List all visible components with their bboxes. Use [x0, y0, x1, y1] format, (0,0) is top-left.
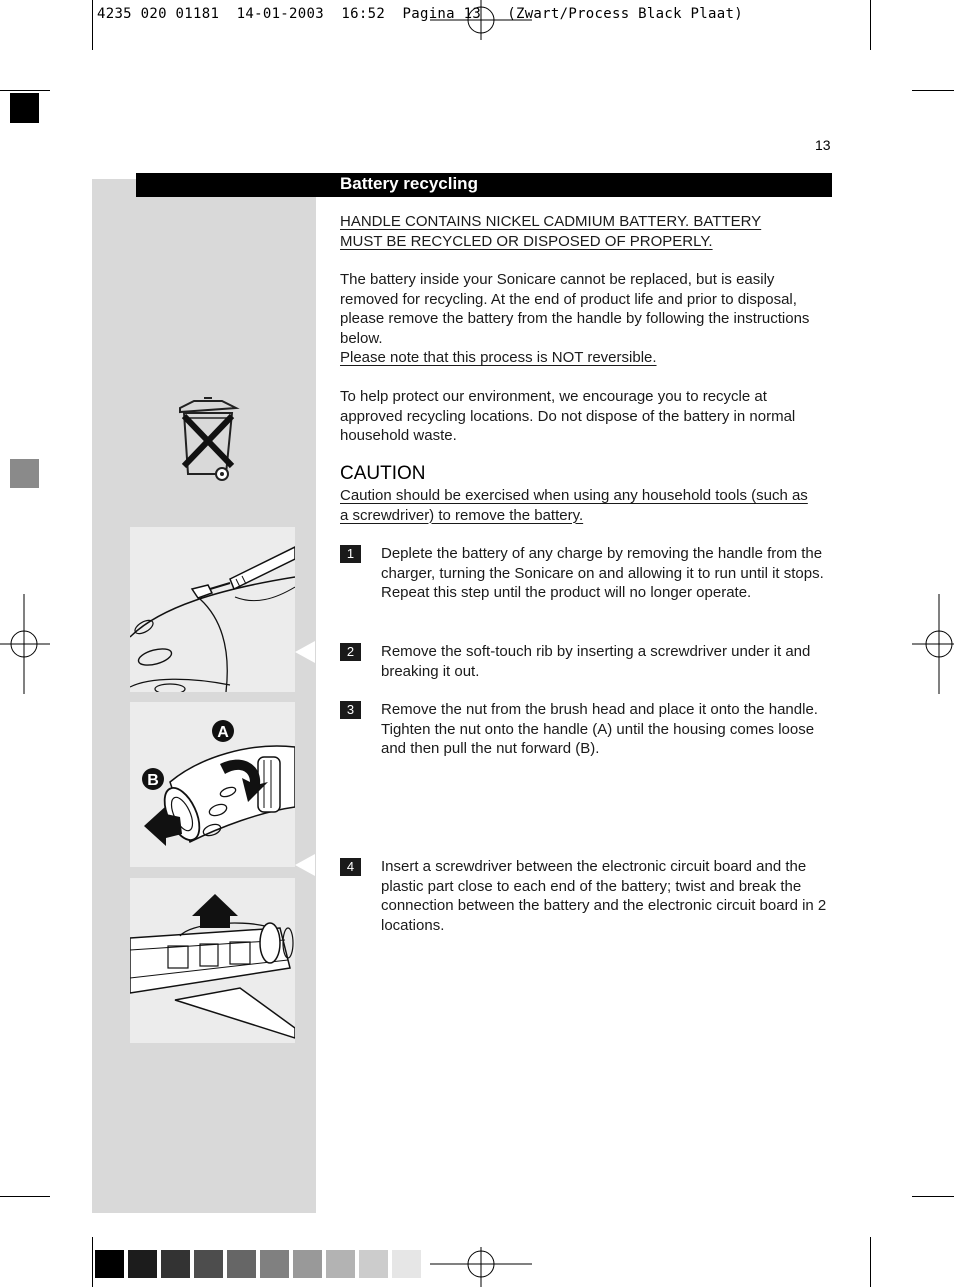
illustration-pointer: [295, 854, 315, 876]
step-number: 3: [340, 701, 361, 719]
color-strip-swatch: [392, 1250, 421, 1278]
registration-mark-bottom: [430, 1247, 532, 1287]
step-text: Deplete the battery of any charge by removing the handle from the charger, turning the Sonicare on and allowing it to run until it stops. Repeat this step until the product will no longer operate.: [381, 545, 824, 601]
color-strip-swatch: [326, 1250, 355, 1278]
section-heading-bar: [136, 173, 832, 197]
step-number: 4: [340, 858, 361, 876]
intro-text: The battery inside your Sonicare cannot be replaced, but is easily removed for recycling. At the end of product life and prior to disposal, please remove the battery from the handle by following the instructions below.: [340, 271, 810, 347]
crop-mark: [870, 1237, 871, 1287]
print-header: 4235 020 01181 14-01-2003 16:52 Pagina 13 (Zwart/Process Black Plaat): [97, 6, 743, 22]
crop-mark: [912, 1196, 954, 1197]
page-number: 13: [815, 137, 831, 153]
color-strip-swatch: [194, 1250, 223, 1278]
step-text: Remove the nut from the brush head and place it onto the handle. Tighten the nut onto the handle (A) until the housing comes loose and then pull the nut forward (B).: [381, 701, 818, 757]
color-strip-swatch: [293, 1250, 322, 1278]
crop-mark: [92, 0, 93, 50]
warning-line: HANDLE CONTAINS NICKEL CADMIUM BATTERY. BATTERY: [340, 213, 762, 230]
registration-mark-top: [430, 0, 532, 40]
step-1-illustration: [130, 527, 295, 692]
gray-registration-square: [10, 459, 39, 488]
label-a: A: [217, 724, 229, 741]
color-strip-swatch: [227, 1250, 256, 1278]
illustration-pointer: [295, 641, 315, 663]
label-b: B: [147, 772, 159, 789]
nut-tighten-arrows-icon: [130, 702, 295, 867]
intro-paragraph: [340, 270, 832, 368]
caution-title: CAUTION: [340, 463, 426, 484]
step-number: 2: [340, 643, 361, 661]
crop-mark: [0, 1196, 50, 1197]
sidebar-panel: [92, 179, 316, 1213]
step-3-illustration: [130, 702, 295, 867]
registration-mark-left: [0, 594, 50, 694]
step-text: Insert a screwdriver between the electronic circuit board and the plastic part close to each end of the battery; twist and break the connection between the battery and the electronic circuit board in 2 locations.: [381, 858, 827, 934]
crossed-out-wheelie-bin-icon: [172, 396, 244, 484]
crop-mark: [92, 1237, 93, 1287]
environment-paragraph: To help protect our environment, we encourage you to recycle at approved recycling locations. Do not dispose of the battery in normal household waste.: [340, 388, 796, 444]
black-registration-square: [10, 93, 39, 123]
crop-mark: [870, 0, 871, 50]
color-strip-swatch: [359, 1250, 388, 1278]
crop-mark: [912, 90, 954, 91]
caution-text: [340, 486, 832, 525]
crop-mark: [0, 90, 50, 91]
step-number: 1: [340, 545, 361, 563]
section-title: Battery recycling: [340, 174, 478, 193]
registration-mark-right: [912, 594, 954, 694]
irreversible-note: Please note that this process is NOT reversible.: [340, 349, 657, 366]
screwdriver-on-handle-icon: [130, 527, 295, 692]
color-strip-swatch: [260, 1250, 289, 1278]
color-strip-swatch: [161, 1250, 190, 1278]
step-4-illustration: [130, 878, 295, 1043]
screwdriver-circuit-board-icon: [130, 878, 295, 1043]
warning-line: MUST BE RECYCLED OR DISPOSED OF PROPERLY.: [340, 232, 713, 250]
battery-warning: [340, 212, 832, 251]
step-text: Remove the soft-touch rib by inserting a screwdriver under it and breaking it out.: [381, 643, 811, 680]
caution-line: a screwdriver) to remove the battery.: [340, 506, 584, 524]
color-strip-swatch: [128, 1250, 157, 1278]
caution-line: Caution should be exercised when using any household tools (such as: [340, 487, 808, 504]
color-strip-swatch: [95, 1250, 124, 1278]
